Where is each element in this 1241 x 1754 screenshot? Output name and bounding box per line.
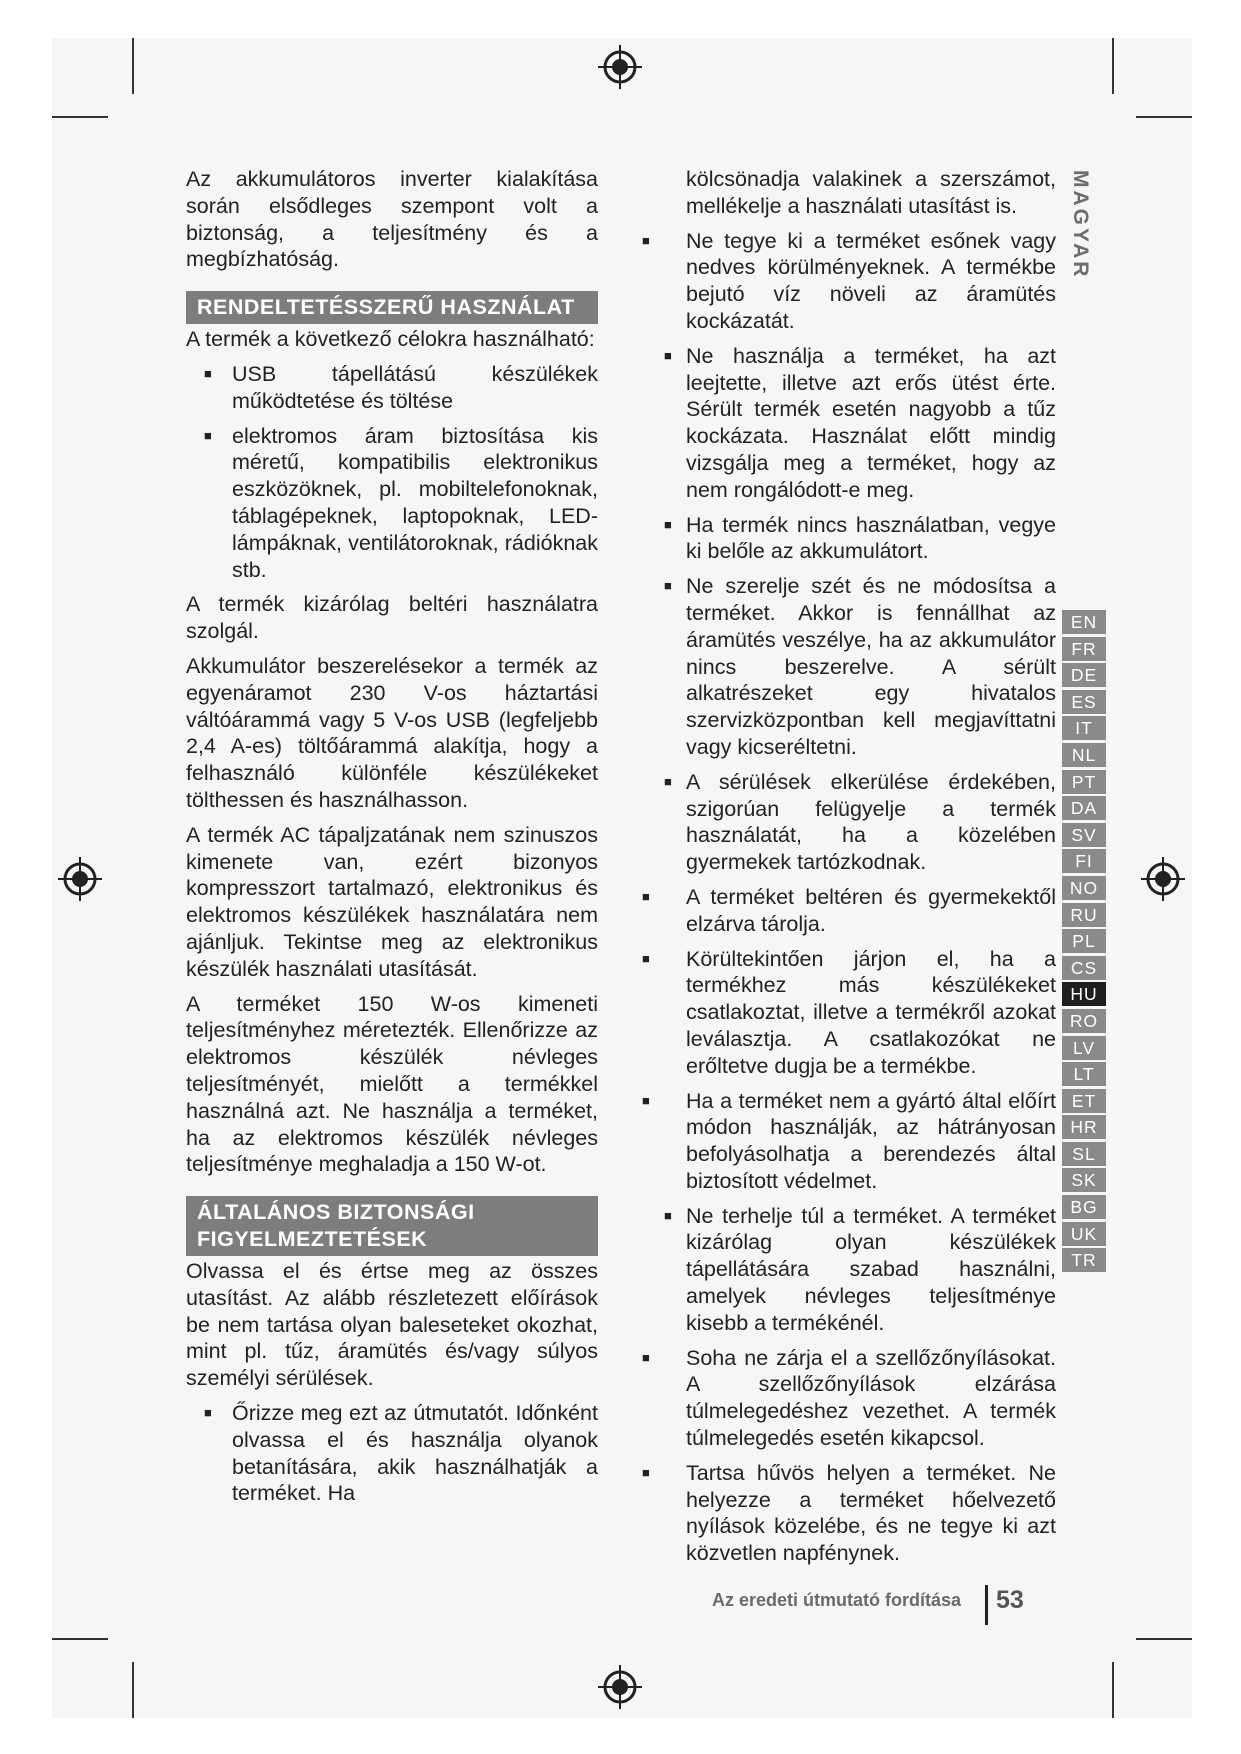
language-tab: PT — [1062, 770, 1106, 794]
language-section-title: MAGYAR — [1069, 170, 1092, 280]
section-heading-intended-use: RENDELTETÉSSZERŰ HASZNÁLAT — [186, 291, 598, 324]
safety-list-start — [186, 1400, 598, 1507]
language-tabs — [1062, 610, 1106, 1275]
list-item: ■ Soha ne zárja el a szellőzőnyílásokat. A szellőzőnyílások elzárása túlmelegedéshez vezethet. A termék túlmelegedés esetén kikapcsol. — [642, 1345, 1056, 1451]
language-tab: CS — [1062, 956, 1106, 980]
list-item: ■ Tartsa hűvös helyen a terméket. Ne helyezze a terméket hőelvezető nyílások közelébe, és ne tegye ki azt közvetlen napfénynek. — [642, 1460, 1056, 1566]
language-tab: HR — [1062, 1115, 1106, 1139]
paragraph: Akkumulátor beszerelésekor a termék az egyenáramot 230 V-os háztartási váltóárammá vagy 5 V-os USB (legfeljebb 2,4 A-es) töltőárammá alakítja, hogy a felhasználó különféle készülékeket tölthessen és használhasson. — [186, 653, 598, 812]
square-bullet-icon: ■ — [664, 773, 672, 789]
language-tab: SK — [1062, 1168, 1106, 1192]
square-bullet-icon: ■ — [204, 1405, 212, 1421]
heading-line: FIGYELMEZTETÉSEK — [197, 1227, 428, 1252]
footer-translation-note: Az eredeti útmutató fordítása — [712, 1590, 962, 1610]
square-bullet-icon: ■ — [642, 1349, 650, 1365]
square-bullet-icon: ■ — [642, 232, 650, 248]
language-tab: TR — [1062, 1248, 1106, 1272]
crop-mark — [132, 38, 134, 94]
square-bullet-icon: ■ — [642, 1092, 650, 1108]
footer-divider — [985, 1585, 988, 1625]
list-item: ■ Ne szerelje szét és ne módosítsa a terméket. Akkor is fennállhat az áramütés veszélye, ha az akkumulátor nincs beszerelve. A sérült alkatrészeket egy hivatalos szervizközpontban kell megjavíttatni vagy kicseréltetni. — [664, 574, 1056, 759]
paragraph: A termék kizárólag beltéri használatra szolgál. — [186, 592, 598, 644]
list-item: ■ Körültekintően járjon el, ha a termékhez más készülékeket csatlakoztat, illetve a termékről azokat leválasztja. A csatlakozókat ne erőltetve dugja be a termékbe. — [642, 946, 1056, 1078]
crop-mark — [52, 116, 108, 118]
crop-mark — [132, 1662, 134, 1718]
list-item: ■ Ne terhelje túl a terméket. A terméket kizárólag olyan készülékek tápellátására szabad használni, amelyek névleges teljesítménye kisebb a termékénél. — [664, 1203, 1056, 1335]
square-bullet-icon: ■ — [642, 888, 650, 904]
language-tab: EN — [1062, 610, 1106, 634]
language-tab: IT — [1062, 716, 1106, 740]
intended-use-lead: A termék a következő célokra használható: — [186, 327, 595, 352]
crop-mark — [1136, 116, 1192, 118]
section-heading-safety — [186, 1196, 598, 1256]
intended-use-list — [186, 361, 598, 583]
safety-lead: Olvassa el és értse meg az összes utasítást. Az alább részletezett előírások be nem tartása olyan baleseteket okozhat, mint pl. tűz, áramütés és/vagy súlyos személyi sérülések. — [186, 1259, 598, 1391]
language-tab: RO — [1062, 1009, 1106, 1033]
language-tab: DE — [1062, 663, 1106, 687]
language-tab: BG — [1062, 1195, 1106, 1219]
language-tab: DA — [1062, 796, 1106, 820]
list-item: ■ USB tápellátású készülékek működtetése és töltése — [204, 361, 598, 413]
list-item: ■ A terméket beltéren és gyermekektől elzárva tárolja. — [642, 884, 1056, 936]
registration-mark-icon — [57, 856, 103, 902]
list-item: ■ Ha termék nincs használatban, vegye ki belőle az akkumulátort. — [664, 512, 1056, 564]
square-bullet-icon: ■ — [664, 1207, 672, 1223]
registration-mark-icon — [597, 1664, 643, 1710]
language-tab-active: HU — [1062, 982, 1106, 1006]
list-item: ■ elektromos áram biztosítása kis méretű, kompatibilis elektronikus eszközöknek, pl. mobiltelefonoknak, táblagépeknek, laptopoknak, LED-lámpáknak, ventilátoroknak, rádióknak stb. — [204, 423, 598, 582]
paragraph: A termék AC tápaljzatának nem szinuszos kimenete van, ezért bizonyos kompresszort tartalmazó, elektronikus és elektromos készülékek használatára nem ajánljuk. Tekintse meg az elektronikus készülék használati utasítását. — [186, 822, 598, 981]
registration-mark-icon — [597, 44, 643, 90]
language-tab: UK — [1062, 1222, 1106, 1246]
crop-mark — [1112, 1662, 1114, 1718]
language-tab: NL — [1062, 743, 1106, 767]
language-tab: ES — [1062, 690, 1106, 714]
language-tab: LV — [1062, 1036, 1106, 1060]
list-item: ■ Ha a terméket nem a gyártó által előírt módon használják, az hátrányosan befolyásolhatja a berendezés által biztosított védelmet. — [642, 1088, 1056, 1193]
square-bullet-icon: ■ — [642, 1464, 650, 1480]
language-tab: ET — [1062, 1089, 1106, 1113]
list-item: ■ Ne tegye ki a terméket esőnek vagy nedves körülményeknek. A termékbe bejutó víz növeli az áramütés kockázatát. — [642, 228, 1056, 333]
language-tab: NO — [1062, 876, 1106, 900]
continuation-text: kölcsönadja valakinek a szerszámot, mellékelje a használati utasítást is. — [686, 167, 1056, 218]
left-column — [186, 166, 598, 1515]
crop-mark — [1112, 38, 1114, 94]
language-tab: FI — [1062, 849, 1106, 873]
page-number: 53 — [996, 1586, 1024, 1614]
list-item: ■ Őrizze meg ezt az útmutatót. Időnként olvassa el és használja olyanok betanítására, akik használhatják a terméket. Ha — [204, 1401, 598, 1506]
safety-list — [642, 228, 1056, 1567]
square-bullet-icon: ■ — [642, 950, 650, 966]
language-tab: SV — [1062, 823, 1106, 847]
language-tab: RU — [1062, 903, 1106, 927]
language-tab: LT — [1062, 1062, 1106, 1086]
square-bullet-icon: ■ — [664, 516, 672, 532]
square-bullet-icon: ■ — [204, 427, 212, 443]
list-item: ■ Ne használja a terméket, ha azt leejtette, illetve azt erős ütést érte. Sérült termék esetén nagyobb a tűz kockázata. Használat előtt mindig vizsgálja meg a terméket, hogy az nem rongálódott-e meg. — [664, 343, 1056, 502]
language-tab: PL — [1062, 929, 1106, 953]
square-bullet-icon: ■ — [664, 578, 672, 594]
registration-mark-icon — [1140, 856, 1186, 902]
language-tab: SL — [1062, 1142, 1106, 1166]
intro-paragraph: Az akkumulátoros inverter kialakítása során elsődleges szempont volt a biztonság, a teljesítmény és a megbízhatóság. — [186, 167, 598, 272]
square-bullet-icon: ■ — [204, 365, 212, 381]
crop-mark — [52, 1638, 108, 1640]
list-item: ■ A sérülések elkerülése érdekében, szigorúan felügyelje a termék használatát, ha a közelében gyermekek tartózkodnak. — [664, 769, 1056, 875]
heading-line: ÁLTALÁNOS BIZTONSÁGI — [197, 1200, 475, 1225]
right-column — [642, 166, 1056, 1575]
square-bullet-icon: ■ — [664, 347, 672, 363]
crop-mark — [1136, 1638, 1192, 1640]
paragraph: A terméket 150 W-os kimeneti teljesítményhez méretezték. Ellenőrizze az elektromos készülék névleges teljesítményét, mielőtt a termékkel használná azt. Ne használja a terméket, ha az elektromos készülék névleges teljesítménye meghaladja a 150 W-ot. — [186, 991, 598, 1177]
language-tab: FR — [1062, 637, 1106, 661]
